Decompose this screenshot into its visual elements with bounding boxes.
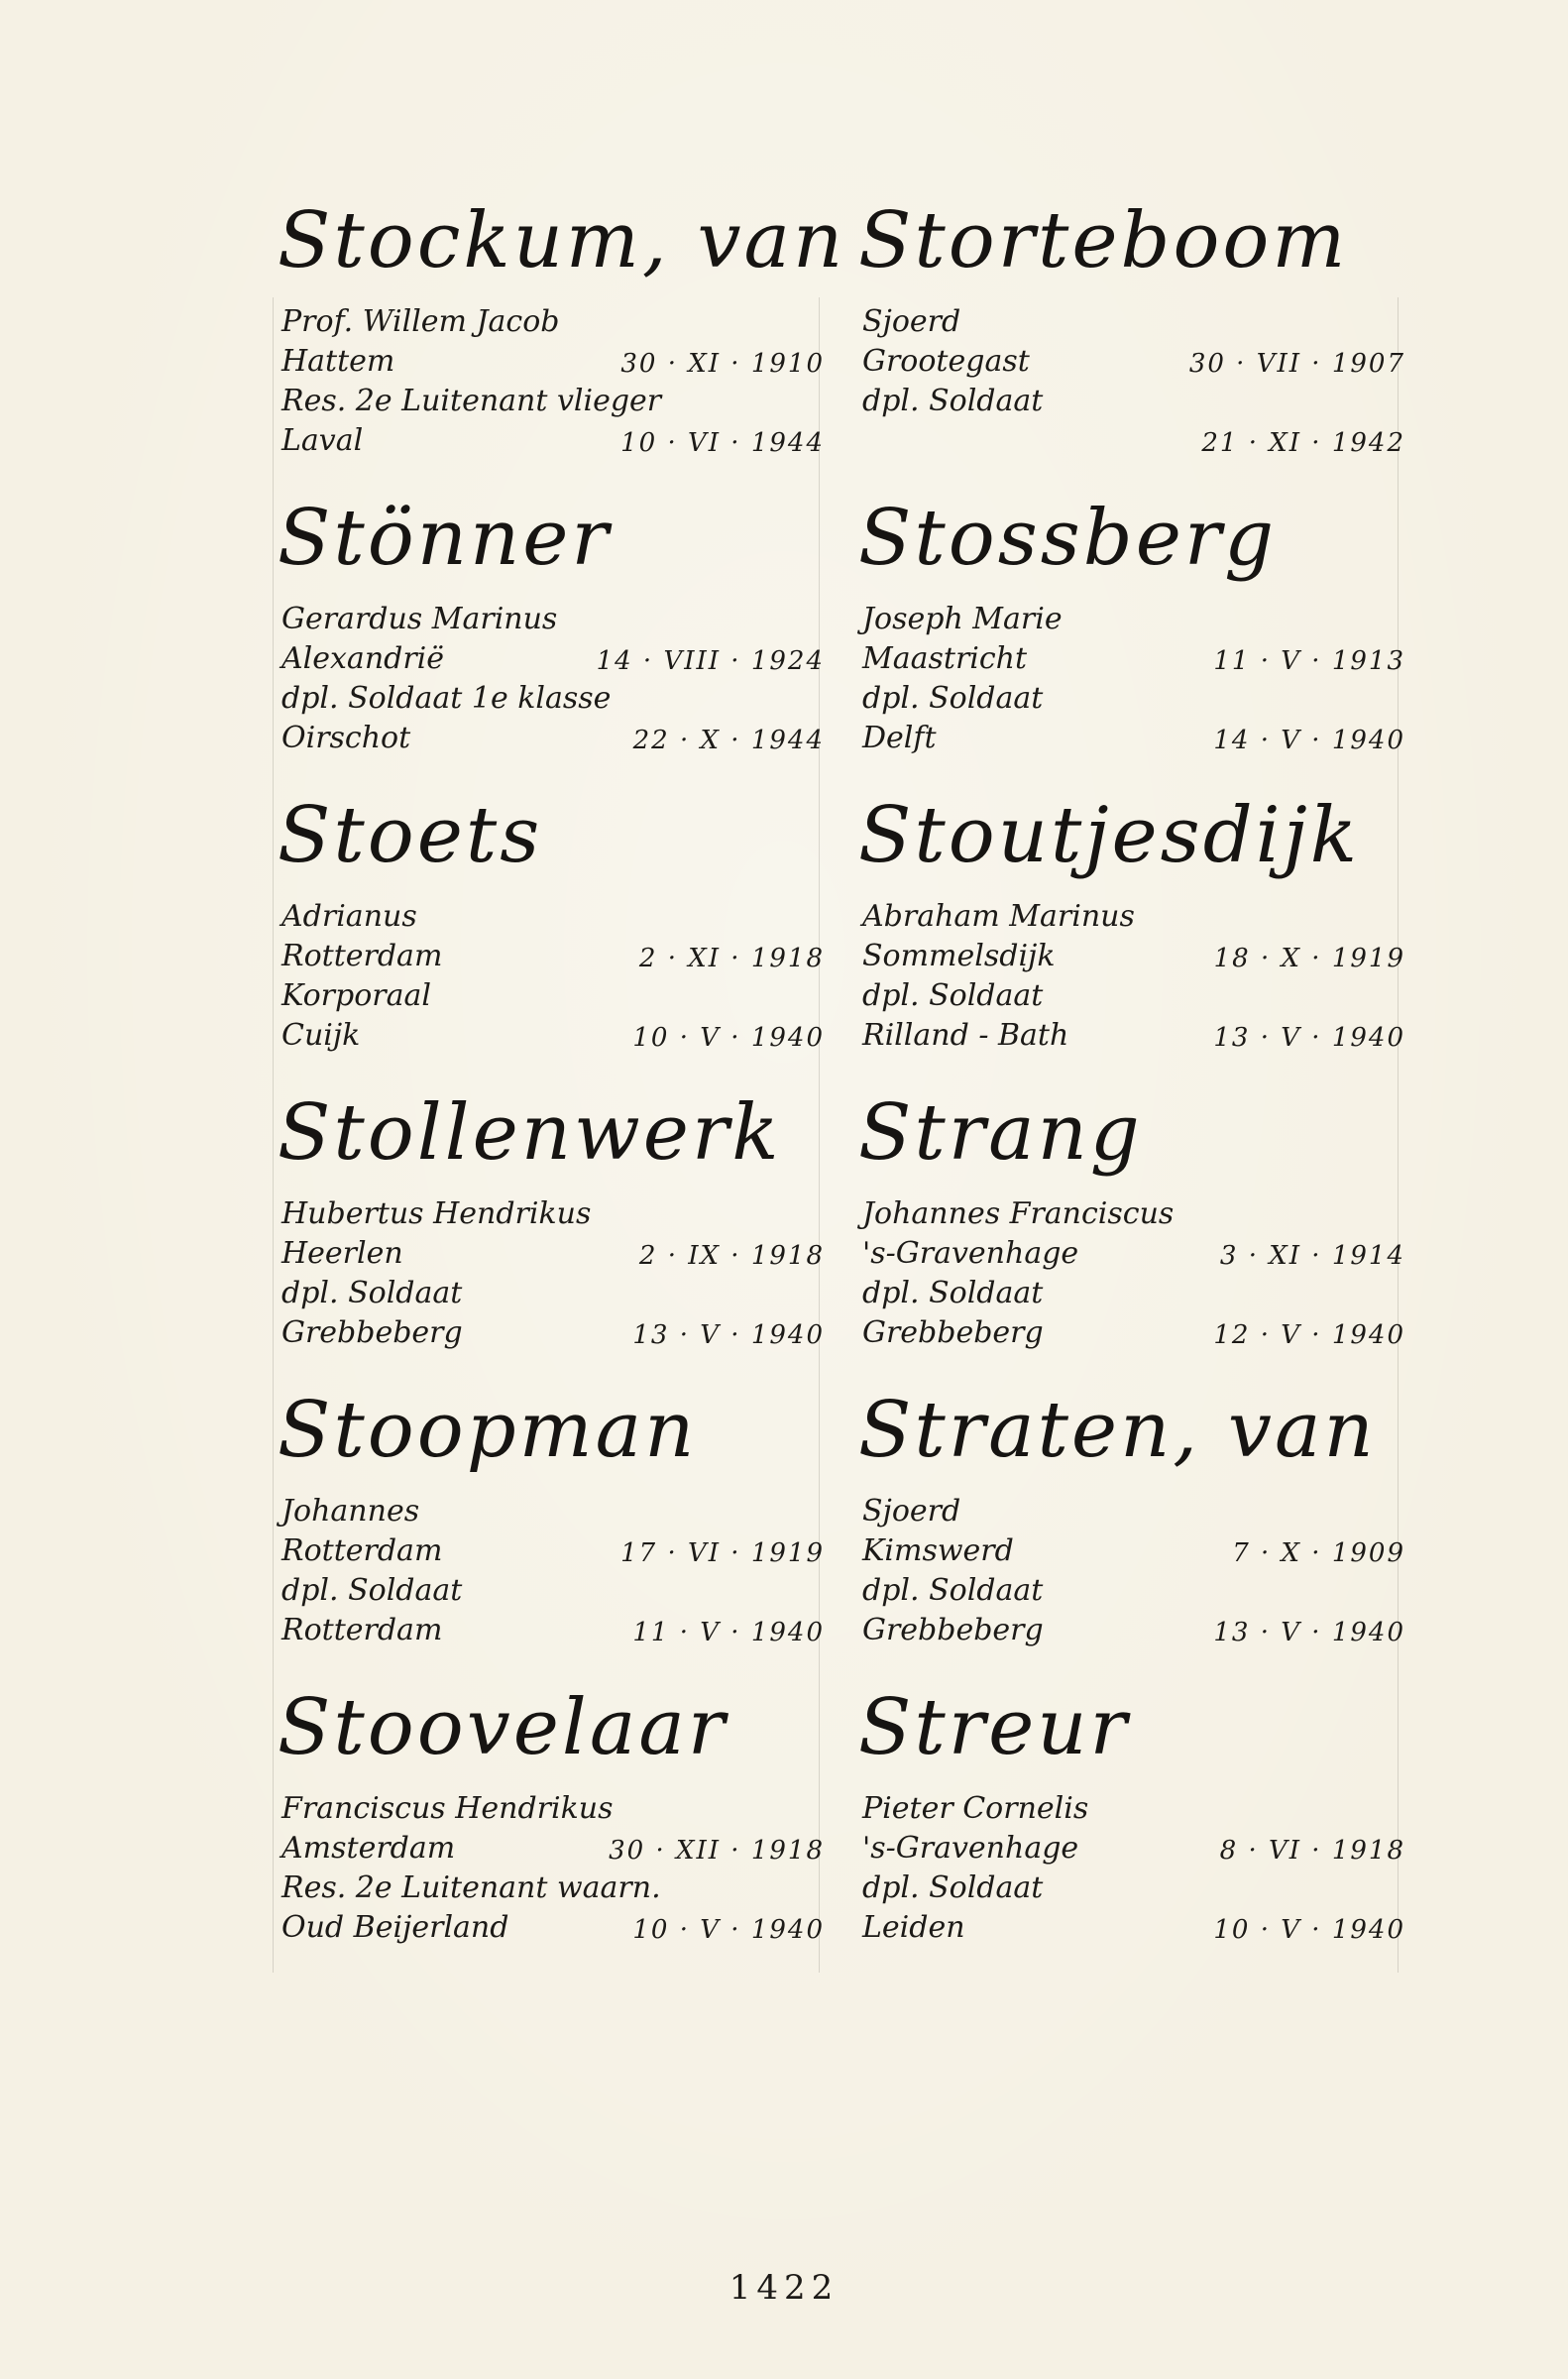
entry-rank: dpl. Soldaat	[862, 1573, 1044, 1608]
entry-death: Grebbeberg 12 · V · 1940	[862, 1315, 1405, 1350]
entry-rank: dpl. Soldaat	[281, 1573, 463, 1608]
entry	[278, 193, 846, 491]
entry-given-names: Hubertus Hendrikus	[281, 1196, 592, 1231]
entry-given-names: Adrianus	[281, 899, 417, 934]
entry	[858, 491, 1413, 788]
entry-given-names: Sjoerd	[862, 304, 961, 339]
page-number: 1422	[728, 2268, 840, 2308]
entry	[858, 193, 1413, 491]
entry-death: Leiden 10 · V · 1940	[862, 1910, 1405, 1945]
entry-surname: Strang	[858, 1088, 1143, 1178]
entry-death: Delft 14 · V · 1940	[862, 721, 1405, 755]
entry-given-names: Johannes	[281, 1494, 420, 1529]
entry-surname: Stockum, van	[278, 196, 846, 285]
entry-birth: Hattem 30 · XI · 1910	[281, 344, 825, 379]
entry-rank: Korporaal	[281, 978, 431, 1013]
entry-birth: Amsterdam 30 · XII · 1918	[281, 1831, 825, 1866]
entry	[278, 491, 833, 788]
entry-surname: Stoets	[278, 791, 543, 880]
entry-surname: Streur	[858, 1683, 1130, 1772]
entry-death: Laval 10 · VI · 1944	[281, 423, 825, 458]
entry-given-names: Pieter Cornelis	[862, 1791, 1089, 1826]
entry-death: Grebbeberg 13 · V · 1940	[862, 1613, 1405, 1647]
entry-birth: Rotterdam 17 · VI · 1919	[281, 1533, 825, 1568]
entry	[858, 1680, 1413, 1978]
entry-death: Oirschot 22 · X · 1944	[281, 721, 825, 755]
entry-rank: dpl. Soldaat	[862, 978, 1044, 1013]
entry-birth: 's-Gravenhage 3 · XI · 1914	[862, 1236, 1405, 1271]
entry	[858, 1383, 1413, 1680]
entry-birth: Rotterdam 2 · XI · 1918	[281, 939, 825, 973]
entry-death: Rotterdam 11 · V · 1940	[281, 1613, 825, 1647]
entry	[278, 1383, 833, 1680]
entry-surname: Stönner	[278, 494, 612, 583]
entry-birth: Sommelsdijk 18 · X · 1919	[862, 939, 1405, 973]
entry	[858, 788, 1413, 1085]
entry	[278, 1085, 833, 1383]
entry-rank: dpl. Soldaat	[862, 1276, 1044, 1310]
entry-birth: Kimswerd 7 · X · 1909	[862, 1533, 1405, 1568]
entry-surname: Stoovelaar	[278, 1683, 728, 1772]
entry-surname: Storteboom	[858, 196, 1349, 285]
entry-given-names: Franciscus Hendrikus	[281, 1791, 614, 1826]
entry-death: Cuijk 10 · V · 1940	[281, 1018, 825, 1053]
entry-death: Grebbeberg 13 · V · 1940	[281, 1315, 825, 1350]
entry-death: Oud Beijerland 10 · V · 1940	[281, 1910, 825, 1945]
entry-rank: dpl. Soldaat	[281, 1276, 463, 1310]
entry-birth: 's-Gravenhage 8 · VI · 1918	[862, 1831, 1405, 1866]
entry-surname: Stossberg	[858, 494, 1278, 583]
entry-birth: Grootegast 30 · VII · 1907	[862, 344, 1405, 379]
entry-rank: dpl. Soldaat	[862, 384, 1044, 418]
entry-given-names: Gerardus Marinus	[281, 602, 558, 636]
entry-rank: Res. 2e Luitenant waarn.	[281, 1870, 661, 1905]
entry	[858, 1085, 1413, 1383]
entry-given-names: Johannes Franciscus	[862, 1196, 1175, 1231]
entry-rank: dpl. Soldaat	[862, 681, 1044, 716]
entry-given-names: Prof. Willem Jacob	[281, 304, 560, 339]
entry-rank: dpl. Soldaat 1e klasse	[281, 681, 612, 716]
entry-given-names: Sjoerd	[862, 1494, 961, 1529]
entry-surname: Straten, van	[858, 1386, 1377, 1475]
entry-birth: Heerlen 2 · IX · 1918	[281, 1236, 825, 1271]
entry-rank: dpl. Soldaat	[862, 1870, 1044, 1905]
entry-death: Rilland - Bath 13 · V · 1940	[862, 1018, 1405, 1053]
entry-surname: Stoopman	[278, 1386, 698, 1475]
right-column	[858, 193, 1413, 1978]
entry-surname: Stollenwerk	[278, 1088, 782, 1178]
entry-birth: Alexandrië 14 · VIII · 1924	[281, 641, 825, 676]
entry-surname: Stoutjesdijk	[858, 791, 1361, 880]
entry	[278, 1680, 833, 1978]
bleed-through-text	[1409, 193, 1568, 1878]
entry-death: 21 · XI · 1942	[1201, 428, 1405, 458]
entry-rank: Res. 2e Luitenant vlieger	[281, 384, 662, 418]
left-column	[278, 193, 846, 1978]
entry-given-names: Abraham Marinus	[862, 899, 1135, 934]
column-rule-left	[273, 297, 274, 1973]
entry	[278, 788, 833, 1085]
entry-given-names: Joseph Marie	[862, 602, 1063, 636]
entry-birth: Maastricht 11 · V · 1913	[862, 641, 1405, 676]
